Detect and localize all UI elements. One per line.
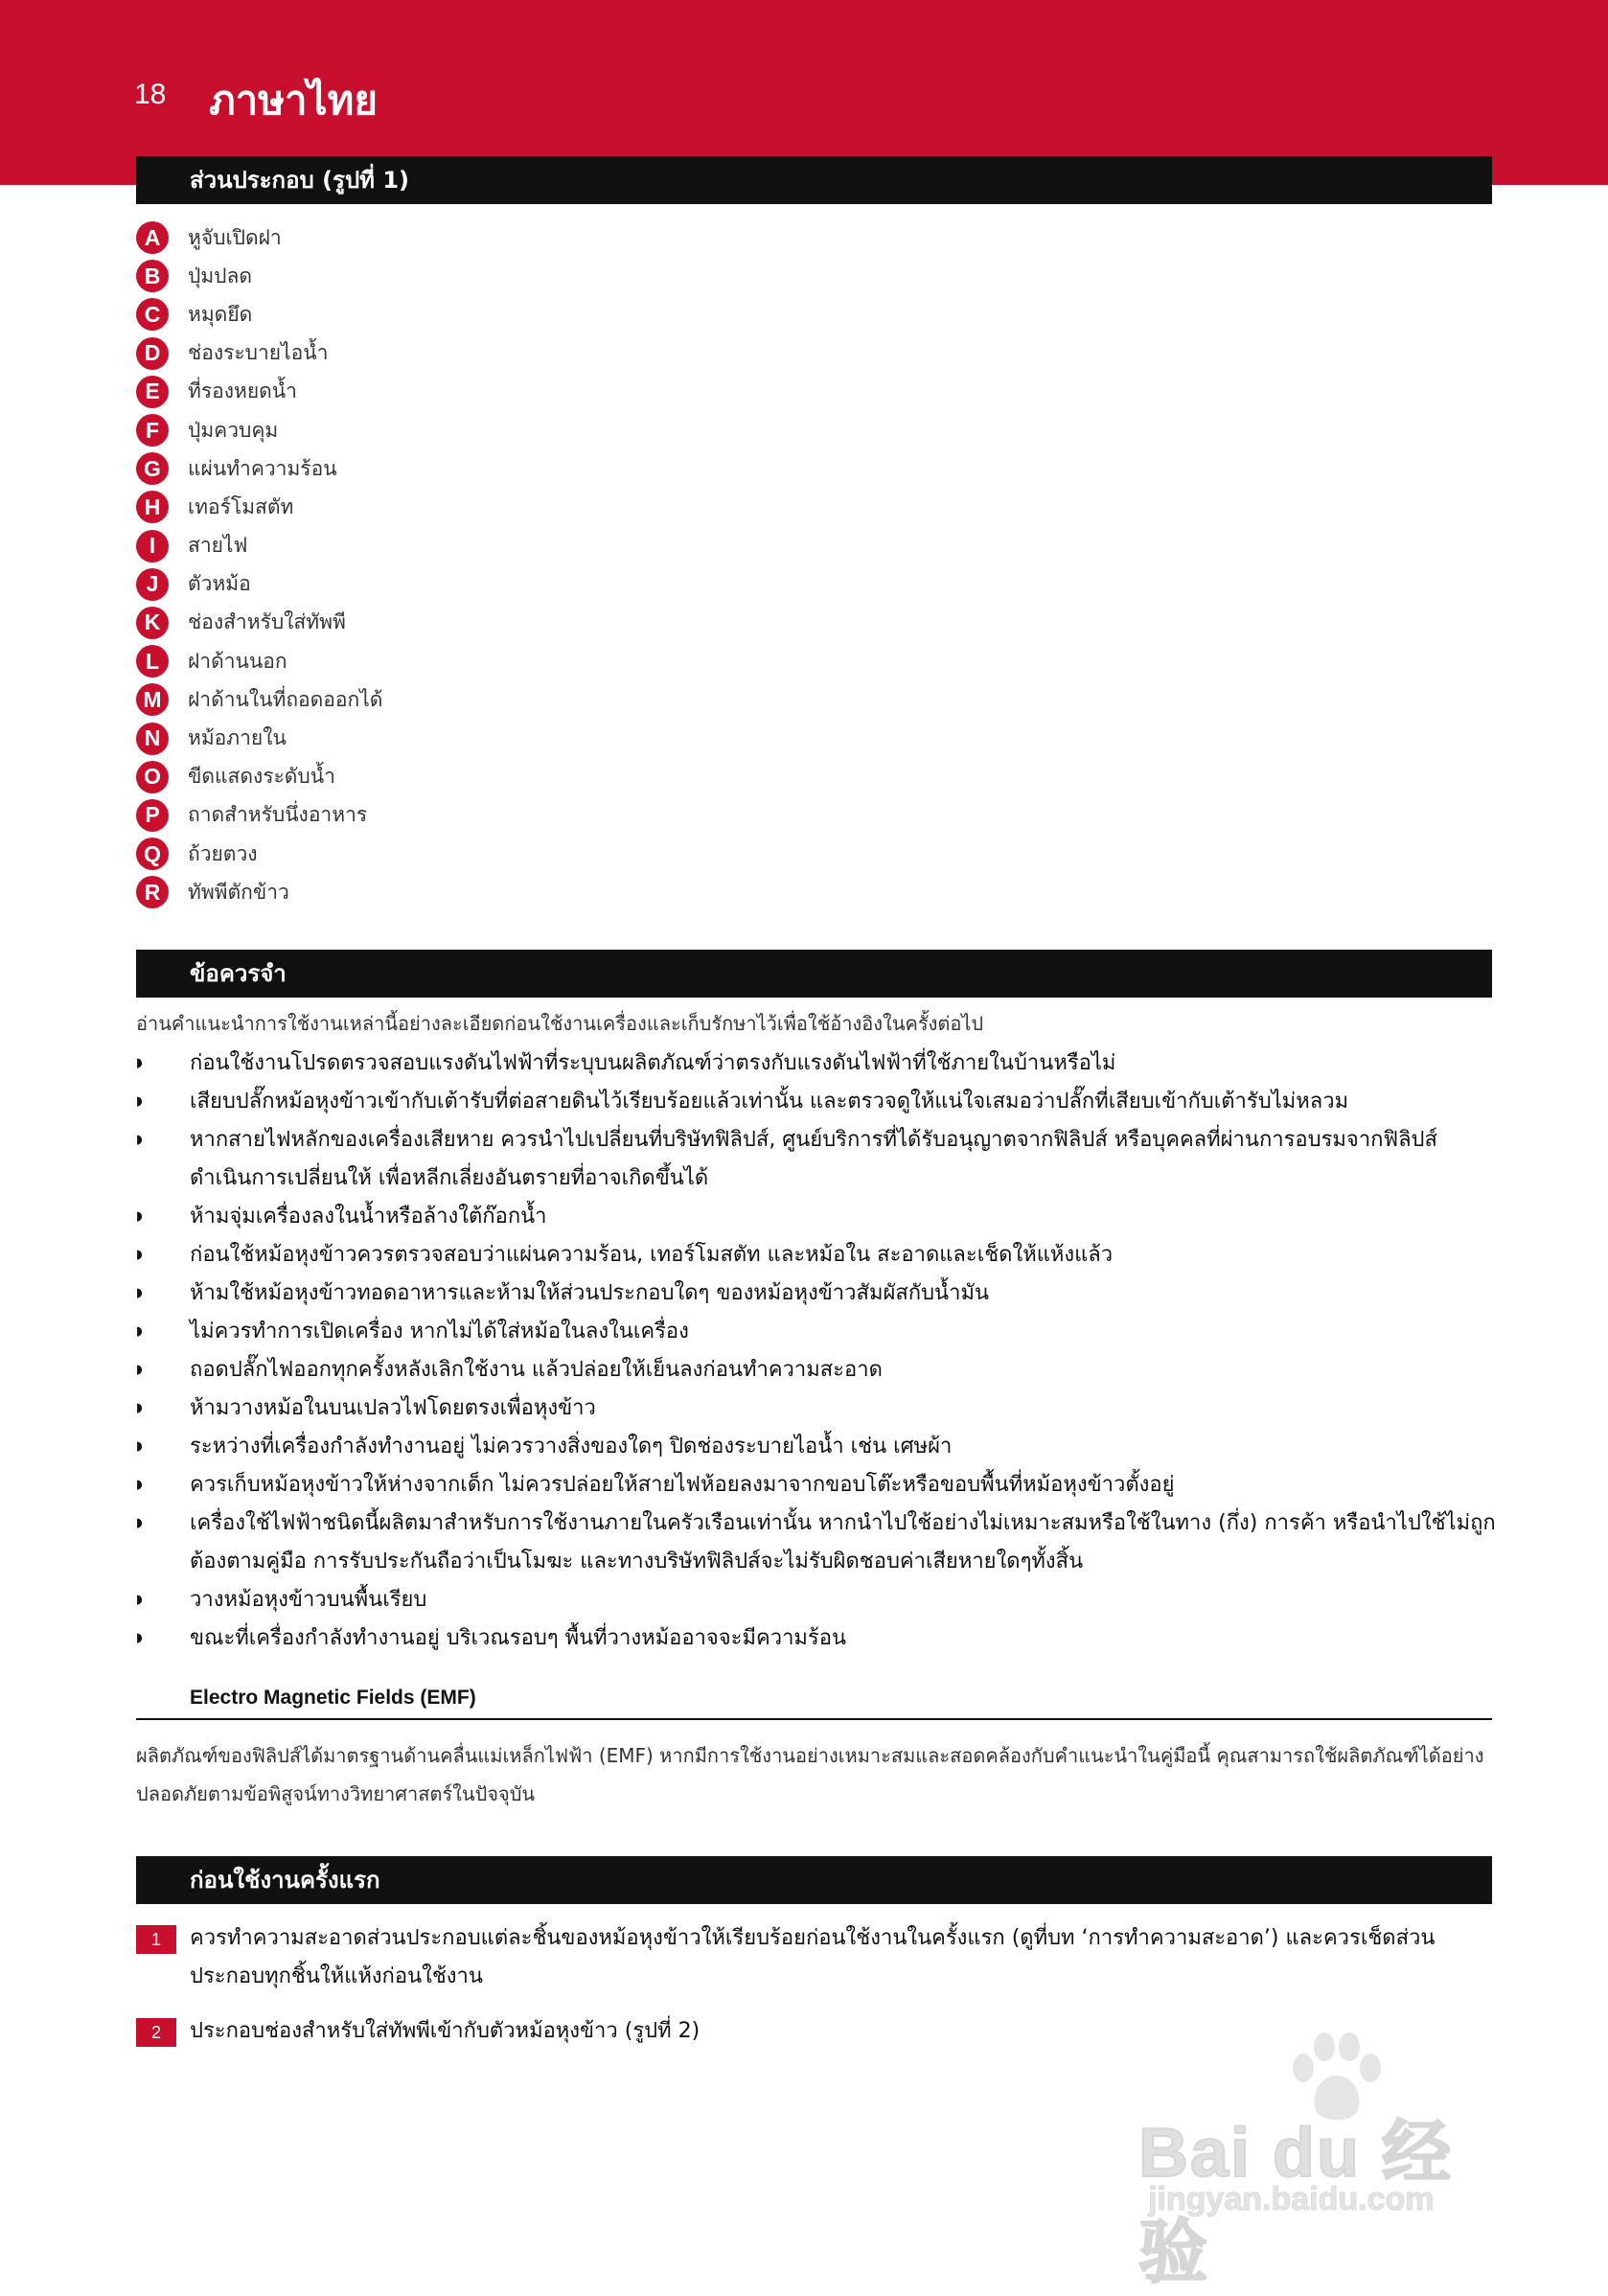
component-label: หูจับเปิดฝา (188, 225, 282, 249)
bullet-text: วางหม้อหุงข้าวบนพื้นเรียบ (190, 1588, 427, 1612)
bullet-text: เสียบปลั๊กหม้อหุงข้าวเข้ากับเต้ารับที่ต่อสายดินไว้เรียบร้อยแล้วเท่านั้น และตรวจดูให้แน่ใจเสมอว่าปลั๊กที่เสียบเข้ากับเต้ารับไม่หลวม (190, 1090, 1349, 1114)
step-text: ควรทำความสะอาดส่วนประกอบแต่ละชิ้นของหม้อหุงข้าวให้เรียบร้อยก่อนใช้งานในครั้งแรก (ดูที่บท ‘การทำความสะอาด’) และควรเช็ดส่วนประกอบทุกชิ้นให้แห้งก่อนใช้งาน (190, 1926, 1436, 1988)
watermark-brand: Bai du 经验 (1138, 2115, 1454, 2291)
bullet-marker-icon: ◗ (136, 1478, 143, 1492)
component-item (136, 719, 382, 757)
component-label: ที่รองหยดน้ำ (188, 379, 297, 403)
bullet-text: ถอดปลั๊กไฟออกทุกครั้งหลังเลิกใช้งาน แล้วปล่อยให้เย็นลงก่อนทำความสะอาด (190, 1358, 883, 1382)
component-item (136, 835, 382, 873)
component-item (136, 449, 382, 488)
important-bullet (136, 1504, 1497, 1581)
component-item (136, 604, 382, 642)
component-letter-badge: E (136, 376, 169, 408)
important-bullet (136, 1045, 1497, 1083)
component-item (136, 758, 382, 796)
bullet-marker-icon: ◗ (136, 1593, 143, 1607)
component-letter-badge: K (136, 607, 169, 639)
component-item (136, 565, 382, 604)
component-letter-badge: Q (136, 838, 169, 870)
bullet-text: ก่อนใช้งานโปรดตรวจสอบแรงดันไฟฟ้าที่ระบุบนผลิตภัณฑ์ว่าตรงกับแรงดันไฟฟ้าที่ใช้ภายในบ้านหรือไม่ (190, 1051, 1116, 1075)
component-label: ถ้วยตวง (188, 841, 258, 865)
page-language-title: ภาษาไทย (209, 77, 378, 124)
component-item (136, 334, 382, 373)
important-bullet (136, 1581, 1497, 1619)
component-label: ฝาด้านนอก (188, 649, 287, 673)
important-bullet (136, 1466, 1497, 1504)
component-letter-badge: M (136, 683, 169, 716)
page-number: 18 (134, 79, 167, 110)
components-section-heading: ส่วนประกอบ (รูปที่ 1) (136, 156, 1492, 204)
bullet-marker-icon: ◗ (136, 1133, 143, 1147)
component-letter-badge: L (136, 645, 169, 677)
bullet-text: ห้ามใช้หม้อหุงข้าวทอดอาหารและห้ามให้ส่วนประกอบใดๆ ของหม้อหุงข้าวสัมผัสกับน้ำมัน (190, 1281, 989, 1305)
component-label: ช่องสำหรับใส่ทัพพี (188, 610, 346, 634)
bullet-marker-icon: ◗ (136, 1401, 143, 1415)
component-label: ขีดแสดงระดับน้ำ (188, 765, 335, 789)
component-letter-badge: C (136, 298, 169, 331)
component-letter-badge: F (136, 414, 169, 447)
component-label: ทัพพีตักข้าว (188, 880, 289, 904)
bullet-marker-icon: ◗ (136, 1056, 143, 1070)
bullet-marker-icon: ◗ (136, 1286, 143, 1300)
important-intro: อ่านคำแนะนำการใช้งานเหล่านี้อย่างละเอียดก่อนใช้งานเครื่องและเก็บรักษาไว้เพื่อใช้อ้างอิงในครั้งต่อไป (136, 1012, 984, 1035)
component-label: ตัวหม้อ (188, 572, 251, 596)
step-number-badge: 2 (136, 2018, 176, 2047)
component-letter-badge: A (136, 221, 169, 254)
bullet-text: เครื่องใช้ไฟฟ้าชนิดนี้ผลิตมาสำหรับการใช้งานภายในครัวเรือนเท่านั้น หากนำไปใช้อย่างไม่เหมาะสมหรือใช้ในทาง (กึ่ง) การค้า หรือนำไปใช้ไม่ถูกต้องตามคู่มือ การรับประกันถือว่าเป็นโมฆะ และทางบริษัทฟิลิปส์จะไม่รับผิดชอบค่าเสียหายใดๆทั้งสิ้น (190, 1511, 1496, 1573)
important-bullet-list (136, 1045, 1497, 1658)
component-item (136, 218, 382, 257)
bullet-text: ห้ามวางหม้อในบนเปลวไฟโดยตรงเพื่อหุงข้าว (190, 1396, 596, 1420)
bullet-text: ขณะที่เครื่องกำลังทำงานอยู่ บริเวณรอบๆ พื้นที่วางหม้ออาจจะมีความร้อน (190, 1626, 846, 1650)
emf-divider (136, 1718, 1492, 1720)
bullet-text: ห้ามจุ่มเครื่องลงในน้ำหรือล้างใต้ก๊อกน้ำ (190, 1205, 547, 1228)
bullet-text: ระหว่างที่เครื่องกำลังทำงานอยู่ ไม่ควรวางสิ่งของใดๆ ปิดช่องระบายไอน้ำ เช่น เศษผ้า (190, 1435, 953, 1458)
bullet-marker-icon: ◗ (136, 1324, 143, 1339)
bullet-marker-icon: ◗ (136, 1439, 143, 1454)
bullet-text: หากสายไฟหลักของเครื่องเสียหาย ควรนำไปเปลี่ยนที่บริษัทฟิลิปส์, ศูนย์บริการที่ได้รับอนุญาตจากฟิลิปส์ หรือบุคคลที่ผ่านการอบรมจากฟิลิปส์ดำเนินการเปลี่ยนให้ เพื่อหลีกเลี่ยงอันตรายที่อาจเกิดขึ้นได้ (190, 1128, 1437, 1190)
component-item (136, 373, 382, 411)
emf-paragraph: ผลิตภัณฑ์ของฟิลิปส์ได้มาตรฐานด้านคลื่นแม่เหล็กไฟฟ้า (EMF) หากมีการใช้งานอย่างเหมาะสมและสอดคล้องกับคำแนะนำในคู่มือนี้ คุณสามารถใช้ผลิตภัณฑ์ได้อย่างปลอดภัยตามข้อพิสูจน์ทางวิทยาศาสตร์ในปัจจุบัน (136, 1744, 1484, 1805)
first-use-section-heading: ก่อนใช้งานครั้งแรก (136, 1856, 1492, 1904)
important-bullet (136, 1083, 1497, 1121)
component-letter-badge: J (136, 568, 169, 601)
component-item (136, 411, 382, 449)
component-item (136, 488, 382, 526)
component-letter-badge: N (136, 723, 169, 755)
step-text: ประกอบช่องสำหรับใส่ทัพพีเข้ากับตัวหม้อหุงข้าว (รูปที่ 2) (190, 2019, 701, 2043)
important-bullet (136, 1198, 1497, 1236)
emf-heading: Electro Magnetic Fields (EMF) (190, 1687, 476, 1709)
important-bullet (136, 1389, 1497, 1428)
component-label: หม้อภายใน (188, 726, 287, 750)
component-label: แผ่นทำความร้อน (188, 456, 337, 480)
component-letter-badge: I (136, 530, 169, 563)
bullet-marker-icon: ◗ (136, 1209, 143, 1224)
bullet-marker-icon: ◗ (136, 1363, 143, 1377)
component-item (136, 873, 382, 911)
component-label: ถาดสำหรับนึ่งอาหาร (188, 803, 368, 827)
component-item (136, 257, 382, 295)
important-section-heading: ข้อควรจำ (136, 950, 1492, 998)
important-bullet (136, 1619, 1497, 1658)
bullet-text: ก่อนใช้หม้อหุงข้าวควรตรวจสอบว่าแผ่นความร้อน, เทอร์โมสตัท และหม้อใน สะอาดและเช็ดให้แห้งแล้ว (190, 1243, 1114, 1267)
component-label: สายไฟ (188, 534, 248, 558)
bullet-marker-icon: ◗ (136, 1248, 143, 1262)
important-bullet (136, 1428, 1497, 1466)
important-bullet (136, 1236, 1497, 1274)
important-bullet (136, 1121, 1497, 1198)
watermark-url: jingyan.baidu.com (1148, 2181, 1435, 2217)
component-letter-badge: P (136, 799, 169, 832)
bullet-marker-icon: ◗ (136, 1631, 143, 1645)
component-letter-badge: B (136, 260, 169, 292)
component-label: หมุดยึด (188, 302, 253, 326)
component-label: ช่องระบายไอน้ำ (188, 341, 329, 365)
baidu-watermark (1138, 2030, 1522, 2291)
component-letter-badge: O (136, 761, 169, 793)
component-item (136, 796, 382, 835)
first-use-step (136, 1919, 1497, 1996)
component-item (136, 642, 382, 680)
component-item (136, 680, 382, 719)
component-label: ปุ่มปลด (188, 264, 253, 287)
bullet-text: ไม่ควรทำการเปิดเครื่อง หากไม่ได้ใส่หม้อในลงในเครื่อง (190, 1320, 689, 1343)
bullet-text: ควรเก็บหม้อหุงข้าวให้ห่างจากเด็ก ไม่ควรปล่อยให้สายไฟห้อยลงมาจากขอบโต๊ะหรือขอบพื้นที่หม้อหุงข้าวตั้งอยู่ (190, 1473, 1175, 1497)
bullet-marker-icon: ◗ (136, 1094, 143, 1109)
component-letter-badge: D (136, 337, 169, 370)
component-label: เทอร์โมสตัท (188, 494, 294, 518)
component-label: ฝาด้านในที่ถอดออกได้ (188, 687, 383, 711)
important-bullet (136, 1274, 1497, 1313)
component-label: ปุ่มควบคุม (188, 418, 279, 442)
bullet-marker-icon: ◗ (136, 1516, 143, 1530)
component-item (136, 295, 382, 333)
important-bullet (136, 1313, 1497, 1351)
component-letter-badge: R (136, 876, 169, 908)
step-number-badge: 1 (136, 1925, 176, 1954)
component-item (136, 527, 382, 565)
components-list (136, 218, 382, 911)
component-letter-badge: G (136, 452, 169, 485)
component-letter-badge: H (136, 491, 169, 523)
important-bullet (136, 1351, 1497, 1389)
